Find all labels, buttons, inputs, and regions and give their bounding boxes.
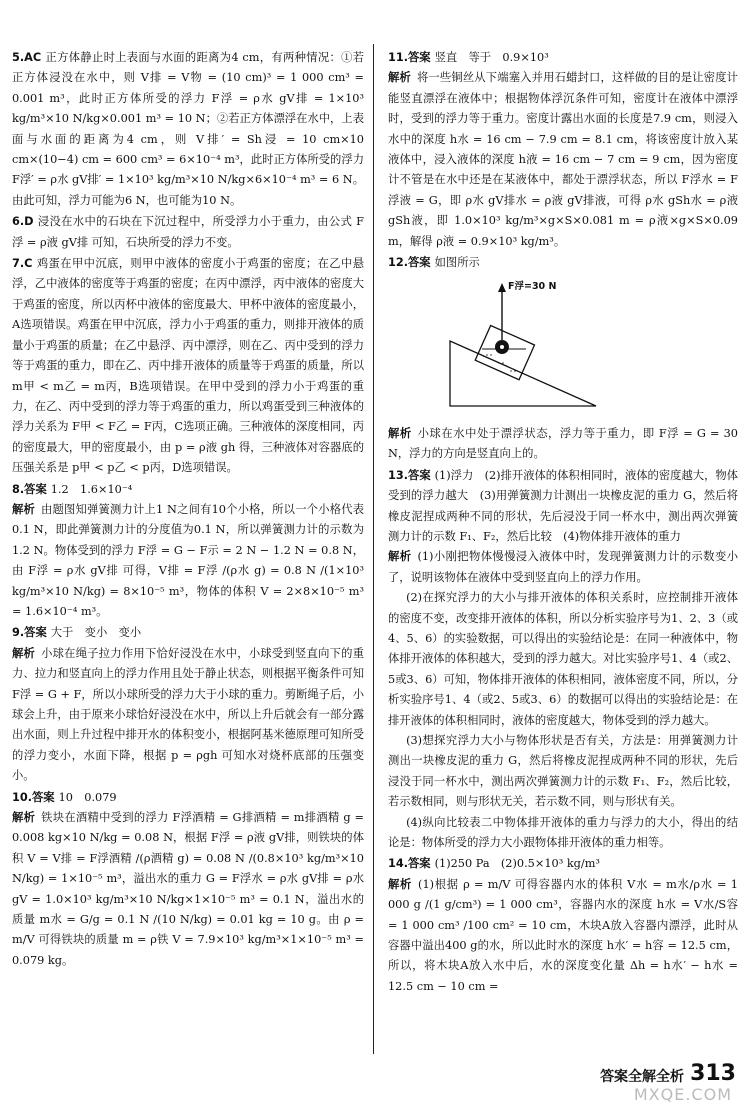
explanation-text: (1)小刚把物体慢慢浸入液体中时，发现弹簧测力计的示数变小了，说明该物体在液体中受到竖直向上的浮力作用。	[388, 550, 738, 584]
question-number: 12.答案	[388, 256, 431, 270]
answer-text: (1)浮力 (2)排开液体的体积相同时，液体的密度越大，物体受到的浮力越大 (3)用弹簧测力计测出一块橡皮泥的重力 G，然后将橡皮泥捏成两种不同的形状，先后浸没于同一杯水中，测出两次弹簧测力计的示数 F₁、F₂，然后比较 (4)物体排开液体的重力	[388, 468, 738, 543]
question-number: 10.答案	[12, 790, 55, 804]
answer-item	[12, 212, 364, 253]
left-column	[12, 48, 364, 972]
force-label: F浮=30 N	[508, 281, 557, 293]
explanation-text: 浸没在水中的石块在下沉过程中，所受浮力小于重力，由公式 F浮 = ρ液 gV排 可知，石块所受的浮力不变。	[12, 215, 364, 249]
analysis-label: 解析	[388, 426, 412, 440]
explanation-text: (3)想探究浮力大小与物体形状是否有关，方法是：用弹簧测力计测出一块橡皮泥的重力 G，然后将橡皮泥捏成两种不同的形状，先后浸没于同一杯水中，测出两次弹簧测力计的示数 F₁、F₂，然后比较，若示数相同，则与形状无关，若示数不同，则与形状有关。	[388, 733, 738, 809]
answer-text: 大于 变小 变小	[50, 626, 142, 640]
explanation-text: 正方体静止时上表面与水面的距离为4 cm，有两种情况：①若正方体浸没在水中，则 V排 = V物 = (10 cm)³ = 1 000 cm³ = 0.001 m³，此时正方体所受的浮力 F浮 = ρ水 gV排 = 1×10³ kg/m³×10 N/kg×0.001 m³ = 10 N；②若正方体漂浮在水中，上表面与水面的距离为4 cm，则 V排′ = Sh浸 = 10 cm×10 cm×(10−4) cm = 600 cm³ = 6×10⁻⁴ m³，此时正方体所受的浮力 F浮′ = ρ水 gV排′ = 1×10³ kg/m³×10 N/kg×6×10⁻⁴ m³ = 6 N。由此可知，浮力可能为6 N，也可能为10 N。	[12, 51, 364, 207]
analysis-label: 解析	[12, 646, 36, 660]
answer-item	[12, 788, 364, 972]
explanation-text: 由题图知弹簧测力计上1 N之间有10个小格，所以一个小格代表0.1 N，即此弹簧测力计的分度值为0.1 N，所以弹簧测力计的示数为1.2 N。物体受到的浮力 F浮 = G − F示 = 2 N − 1.2 N = 0.8 N，由 F浮 = ρ水 gV排 可得，V排 = F浮 /(ρ水 g) = 0.8 N /(1×10³ kg/m³×10 N/kg) = 8×10⁻⁵ m³，物体的体积 V = 2×8×10⁻⁵ m³ = 1.6×10⁻⁴ m³。	[12, 502, 364, 618]
answer-item	[12, 254, 364, 478]
page-number: 313	[690, 1061, 736, 1086]
analysis-label: 解析	[388, 550, 412, 564]
explanation-text: 小球在水中处于漂浮状态，浮力等于重力，即 F浮 = G = 30 N，浮力的方向是竖直向上的。	[388, 426, 738, 461]
explanation-text: 鸡蛋在甲中沉底，则甲中液体的密度小于鸡蛋的密度；在乙中悬浮，乙中液体的密度等于鸡蛋的密度；在丙中漂浮，丙中液体的密度大于鸡蛋的密度，所以丙杯中液体的密度最大、甲杯中液体的密度最小，A选项错误。鸡蛋在甲中沉底，浮力小于鸡蛋的重力，则排开液体的质量小于鸡蛋的质量；在乙中悬浮、丙中漂浮，则在乙、丙中受到的浮力等于鸡蛋的重力，即在乙、丙中排开液体的质量等于鸡蛋的质量，所以 m甲 < m乙 = m丙，B选项错误。在甲中受到的浮力小于鸡蛋的重力，在乙、丙中受到的浮力等于鸡蛋的重力，所以鸡蛋受到三种液体的浮力关系为 F甲 < F乙 = F丙，C选项正确。三种液体的深度相同，丙的密度最大，甲的密度最小，由 p = ρ液 gh 得，三种液体对容器底的压强关系是 p甲 < p乙 < p丙，D选项错误。	[12, 257, 364, 475]
question-number: 6.D	[12, 215, 34, 229]
answer-item	[388, 854, 738, 997]
footer-title: 答案全解全析	[600, 1069, 685, 1085]
answer-item	[388, 48, 738, 252]
answer-item	[12, 480, 364, 623]
analysis-label: 解析	[388, 71, 411, 85]
answer-item	[388, 424, 738, 465]
answer-text: 1.2 1.6×10⁻⁴	[50, 482, 133, 496]
answer-text: 如图所示	[434, 256, 480, 270]
analysis-label: 解析	[12, 502, 36, 516]
answer-item	[12, 623, 364, 786]
watermark: MXQE.COM	[633, 1085, 732, 1104]
explanation-text: (1)根据 ρ = m/V 可得容器内水的体积 V水 = m水/ρ水 = 1 000 g /(1 g/cm³) = 1 000 cm³，容器内水的深度 h水 = V水/S容 = 1 000 cm³ /100 cm² = 10 cm，木块A放入容器内漂浮，此时从容器中溢出400 g的水，所以此时水的深度 h水′ = h容 = 12.5 cm，所以，将木块A放入水中后，水的深度变化量 Δh = h水′ − h水 = 12.5 cm − 10 cm =	[388, 877, 738, 993]
answer-text: 竖直 等于 0.9×10³	[434, 51, 549, 64]
explanation-text: 将一些铜丝从下端塞入并用石蜡封口，这样做的目的是让密度计能竖直漂浮在液体中；根据物体浮沉条件可知，密度计在液体中漂浮时，受到的浮力等于重力。密度计露出水面的长度是7.9 cm，则浸入水中的深度 h水 = 16 cm − 7.9 cm = 8.1 cm，将该密度计放入某液体中，浸入液体的深度 h液 = 16 cm − 7 cm = 9 cm，因为密度计不管是在水中还是在某液体中，都处于漂浮状态，所以 F浮水 = F浮液 = G，即 ρ水 gV排水 = ρ液 gV排液，可得 ρ水 gSh水 = ρ液 gSh液，即 1.0×10³ kg/m³×g×S×0.081 m = ρ液×g×S×0.09 m，解得 ρ液 = 0.9×10³ kg/m³。	[388, 71, 738, 248]
explanation-text: (2)在探究浮力的大小与排开液体的体积关系时，应控制排开液体的密度不变，改变排开液体的体积，所以分析实验序号为1、2、3（或4、5、6）的实验数据，可以得出的实验结论是：在同一种液体中，物体排开液体的体积越大，受到的浮力越大。对比实验序号1、4（或2、5或3、6）可知，物体排开液体的体积相同，液体密度不同，所以，分析实验序号1、4（或2、5或3、6）的数据可以得出的实验结论是：在排开液体的体积相同时，液体的密度越大，物体受到的浮力越大。	[388, 591, 738, 727]
question-number: 8.答案	[12, 482, 47, 496]
question-number: 13.答案	[388, 468, 431, 482]
answer-item	[12, 48, 364, 211]
incline-diagram	[446, 275, 738, 417]
explanation-text: 小球在绳子拉力作用下恰好浸没在水中，小球受到竖直向下的重力、拉力和竖直向上的浮力作用且处于静止状态，则根据平衡条件可知 F浮 = G + F，所以小球所受的浮力大于小球的重力。剪断绳子后，小球会上升，由于原来小球恰好浸没在水中，所以上升后就会有一部分露出水面，则上升过程中排开水的体积变小，根据阿基米德原理可知所受的浮力变小，水面下降，根据 p = ρgh 可知水对烧杯底部的压强变小。	[12, 646, 364, 783]
question-number: 9.答案	[12, 626, 47, 640]
answer-text: 10 0.079	[58, 790, 117, 804]
answer-item	[388, 466, 738, 854]
question-number: 7.C	[12, 257, 33, 271]
analysis-label: 解析	[388, 877, 413, 891]
explanation-text: 铁块在酒精中受到的浮力 F浮酒精 = G排酒精 = m排酒精 g = 0.008 kg×10 N/kg = 0.08 N，根据 F浮 = ρ液 gV排，则铁块的体积 V = V排 = F浮酒精 /(ρ酒精 g) = 0.08 N /(0.8×10³ kg/m³×10 N/kg) = 1×10⁻⁵ m³，溢出水的重力 G = F浮水 = ρ水 gV排 = ρ水 gV = 1.0×10³ kg/m³×10 N/kg×1×10⁻⁵ m³ = 0.1 N，溢出水的质量 m水 = G/g = 0.1 N /(10 N/kg) = 0.01 kg = 10 g。由 ρ = m/V 可得铁块的质量 m = ρ铁 V = 7.9×10³ kg/m³×1×10⁻⁵ m³ = 0.079 kg。	[12, 811, 364, 967]
question-number: 5.AC	[12, 51, 42, 64]
answer-item	[388, 253, 738, 273]
page-footer	[600, 1061, 736, 1086]
question-number: 11.答案	[388, 51, 431, 64]
buoyancy-figure	[446, 275, 606, 410]
answer-text: (1)250 Pa (2)0.5×10³ kg/m³	[434, 857, 600, 871]
analysis-label: 解析	[12, 811, 36, 825]
column-divider	[373, 44, 374, 1054]
question-number: 14.答案	[388, 857, 431, 871]
explanation-text: (4)纵向比较表二中物体排开液体的重力与浮力的大小，得出的结论是：物体所受的浮力大小跟物体排开液体的重力相等。	[388, 815, 738, 849]
right-column	[388, 48, 738, 998]
